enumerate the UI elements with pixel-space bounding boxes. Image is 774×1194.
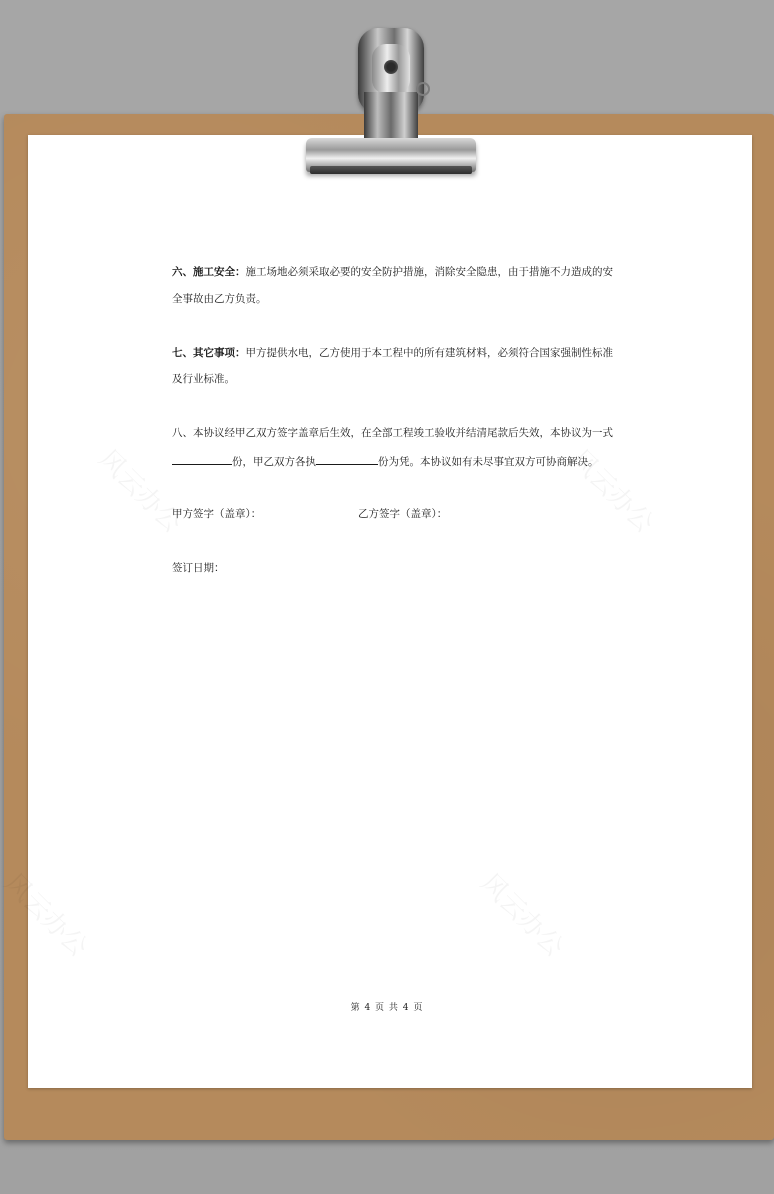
sign-date-label: 签订日期：: [172, 562, 225, 574]
section-6-text: 施工场地必须采取必要的安全防护措施，消除安全隐患，由于措施不力造成的安: [245, 266, 613, 278]
section-8-line-2: [172, 453, 599, 469]
section-8-line-1: 八、本协议经甲乙双方签字盖章后生效，在全部工程竣工验收并结清尾款后失效，本协议为一式: [172, 427, 613, 439]
section-6-line-2: 全事故由乙方负责。: [172, 293, 267, 305]
section-7-line-2: 及行业标准。: [172, 373, 235, 385]
clip-base-edge: [310, 166, 472, 174]
clip-neck: [364, 92, 418, 140]
clip-pin: [416, 82, 430, 96]
party-a-signature-label: 甲方签字（盖章）：: [172, 508, 262, 520]
section-7-heading: 七、其它事项：: [172, 347, 246, 359]
section-6-heading: 六、施工安全：: [172, 266, 246, 278]
copies-total-blank: [172, 453, 232, 465]
party-b-signature-label: 乙方签字（盖章）：: [358, 508, 448, 520]
page-number: 第 4 页 共 4 页: [350, 1003, 424, 1013]
section-7-line-1: [172, 346, 613, 360]
section-6-line-1: [172, 265, 613, 279]
section-8-text-a: 份，甲乙双方各执: [232, 456, 316, 468]
clip-hole: [384, 60, 398, 74]
copies-each-blank: [316, 453, 378, 465]
section-8-text-b: 份为凭。本协议如有未尽事宜双方可协商解决。: [378, 456, 599, 468]
section-7-text: 甲方提供水电，乙方使用于本工程中的所有建筑材料，必须符合国家强制性标准: [245, 347, 613, 359]
